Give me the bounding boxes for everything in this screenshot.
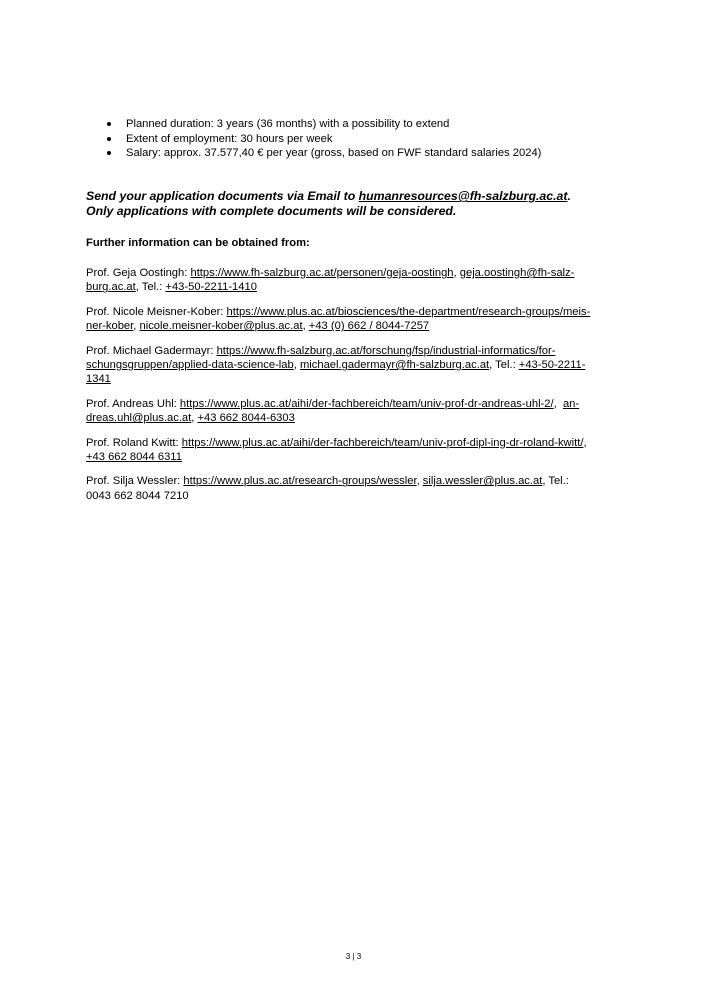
employment-details-list <box>86 117 646 161</box>
contact-line: Prof. Andreas Uhl: https://www.plus.ac.at/aihi/der-fachbereich/team/univ-prof-dr-andreas-uhl-2/, an- <box>86 397 580 410</box>
contact-line: burg.ac.at, Tel.: +43-50-2211-1410 <box>86 281 257 294</box>
profile-link[interactable]: https://www.plus.ac.at/research-groups/wessler <box>183 475 417 488</box>
phone-link[interactable]: +43 662 8044-6303 <box>197 412 295 425</box>
phone-link[interactable]: 1341 <box>86 373 111 386</box>
profile-link[interactable]: ner-kober <box>86 320 134 333</box>
application-instructions <box>86 189 646 219</box>
profile-link[interactable]: https://www.fh-salzburg.ac.at/forschung/fsp/industrial-informatics/for- <box>216 344 556 357</box>
contact-line: Prof. Silja Wessler: https://www.plus.ac.at/research-groups/wessler, silja.wessler@plus.ac.at, Tel.: <box>86 475 569 488</box>
further-info-heading: Further information can be obtained from: <box>86 237 310 249</box>
email-link[interactable]: an- <box>562 397 580 410</box>
contact-line: Prof. Nicole Meisner-Kober: https://www.plus.ac.at/biosciences/the-department/research-groups/meis- <box>86 305 591 318</box>
bullet-icon <box>107 122 111 126</box>
contacts-list <box>86 266 646 513</box>
profile-link[interactable]: https://www.plus.ac.at/aihi/der-fachbereich/team/univ-prof-dr-andreas-uhl-2/ <box>179 397 554 410</box>
page-number: 3 | 3 <box>345 952 362 961</box>
contact-line <box>86 372 646 386</box>
profile-link[interactable]: schungsgruppen/applied-data-science-lab <box>86 359 294 372</box>
send-line-1: Send your application documents via Email to humanresources@fh-salzburg.ac.at. <box>86 189 571 203</box>
phone-link[interactable]: +43 662 8044 6311 <box>86 451 182 464</box>
contact-kwitt <box>86 436 646 465</box>
contact-line: schungsgruppen/applied-data-science-lab, michael.gadermayr@fh-salzburg.ac.at, Tel.: +43-50-2211- <box>86 359 586 372</box>
list-item: Planned duration: 3 years (36 months) with a possibility to extend <box>86 117 646 132</box>
contact-meisner-kober <box>86 305 646 334</box>
contact-line: dreas.uhl@plus.ac.at, +43 662 8044-6303 <box>86 412 295 425</box>
list-item: Salary: approx. 37.577,40 € per year (gross, based on FWF standard salaries 2024) <box>86 146 646 161</box>
contact-line: 0043 662 8044 7210 <box>86 489 189 502</box>
phone-link[interactable]: +43 (0) 662 / 8044-7257 <box>308 320 430 333</box>
email-link[interactable]: silja.wessler@plus.ac.at <box>422 475 543 488</box>
email-link[interactable]: geja.oostingh@fh-salz- <box>459 267 575 279</box>
email-link[interactable]: burg.ac.at <box>86 281 136 294</box>
list-item: Extent of employment: 30 hours per week <box>86 132 646 147</box>
contact-line: Prof. Geja Oostingh: https://www.fh-salzburg.ac.at/personen/geja-oostingh, geja.oostingh@fh-salz- <box>86 267 575 279</box>
contact-line <box>86 450 646 464</box>
send-line-2: Only applications with complete documents will be considered. <box>86 204 457 218</box>
profile-link[interactable]: https://www.plus.ac.at/biosciences/the-department/research-groups/meis- <box>226 305 591 318</box>
profile-link[interactable]: https://www.plus.ac.at/aihi/der-fachbereich/team/univ-prof-dipl-ing-dr-roland-kwitt/ <box>181 436 584 449</box>
hr-email-link[interactable]: humanresources@fh-salzburg.ac.at <box>358 189 568 203</box>
phone-link[interactable]: +43-50-2211-1410 <box>165 281 257 294</box>
email-link[interactable]: nicole.meisner-kober@plus.ac.at <box>139 320 303 333</box>
contact-line: Prof. Michael Gadermayr: https://www.fh-salzburg.ac.at/forschung/fsp/industrial-informatics/for- <box>86 344 556 357</box>
email-link[interactable]: michael.gadermayr@fh-salzburg.ac.at <box>299 359 490 372</box>
contact-gadermayr <box>86 344 646 387</box>
profile-link[interactable]: https://www.fh-salzburg.ac.at/personen/geja-oostingh <box>190 267 454 279</box>
contact-oostingh <box>86 266 646 295</box>
bullet-icon <box>107 151 111 155</box>
contact-line: Prof. Roland Kwitt: https://www.plus.ac.at/aihi/der-fachbereich/team/univ-prof-dipl-ing-dr-roland-kwitt/, <box>86 436 587 449</box>
phone-link[interactable]: +43-50-2211- <box>518 359 586 372</box>
contact-line: ner-kober, nicole.meisner-kober@plus.ac.at, +43 (0) 662 / 8044-7257 <box>86 320 430 333</box>
contact-wessler <box>86 474 646 503</box>
email-link[interactable]: dreas.uhl@plus.ac.at <box>86 412 192 425</box>
bullet-icon <box>107 137 111 141</box>
contact-uhl <box>86 397 646 426</box>
